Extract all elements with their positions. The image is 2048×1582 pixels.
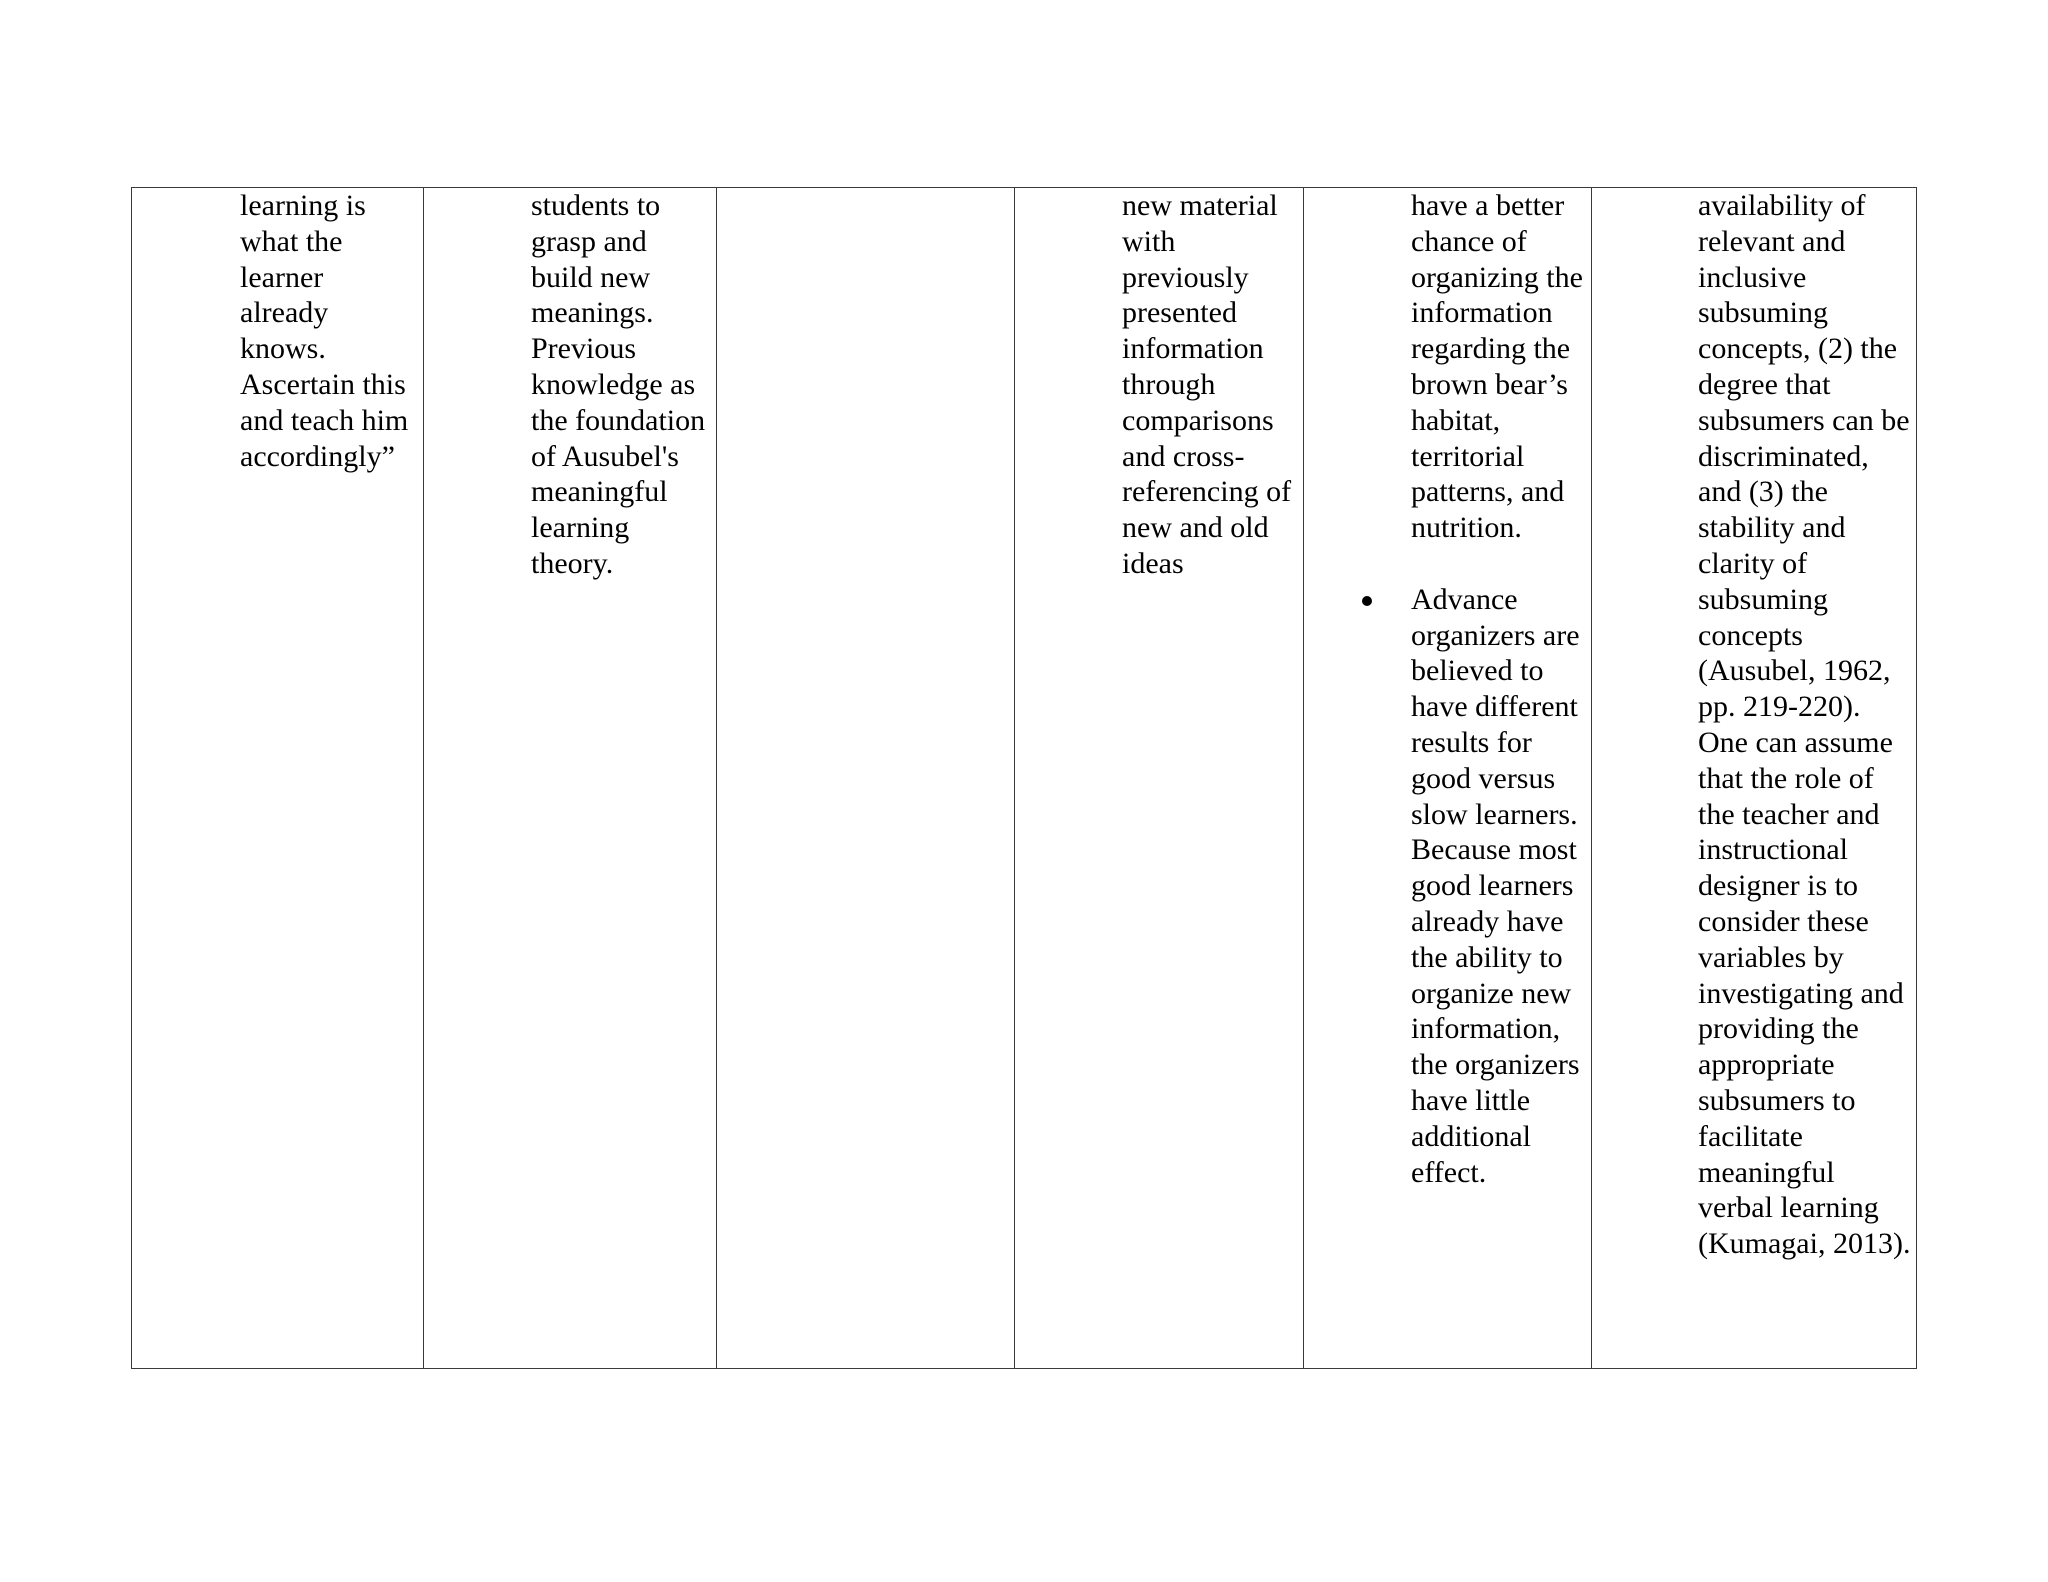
cell-text: new material with previously presented information through comparisons and cross-referencing of new and old ideas (1122, 189, 1292, 580)
bullet-text: Advance organizers are believed to have different results for good versus slow learners. Because most good learners already have the ability to organize new information, the organizers have little additional effect. (1411, 582, 1580, 1189)
table-cell-col-1 (132, 188, 424, 1369)
content-table (131, 187, 1917, 1369)
cell-text: have a better chance of organizing the information regarding the brown bear’s habitat, territorial patterns, and nutrition. (1411, 189, 1583, 545)
cell-text: availability of relevant and inclusive subsuming concepts, (2) the degree that subsumers can be discriminated, and (3) the stability and clarity of subsuming concepts (Ausubel, 1962, pp. 219-220). One can assume that the role of the teacher and instructional designer is to consider these variables by investigating and providing the appropriate subsumers to facilitate meaningful verbal learning (Kumagai, 2013). (1698, 189, 1911, 1261)
table-cell-col-3 (717, 188, 1015, 1369)
table-cell-col-5 (1304, 188, 1592, 1369)
table-cell-col-6 (1592, 188, 1917, 1369)
table-row (132, 188, 1917, 1369)
bullet-list-item (1304, 582, 1591, 1191)
bullet-icon (1362, 596, 1372, 606)
table-cell-col-2 (424, 188, 717, 1369)
cell-text: students to grasp and build new meanings. Previous knowledge as the foundation of Ausubel's meaningful learning theory. (531, 189, 706, 580)
cell-text: learning is what the learner already knows. Ascertain this and teach him accordingly” (240, 189, 409, 473)
table-cell-col-4 (1015, 188, 1304, 1369)
